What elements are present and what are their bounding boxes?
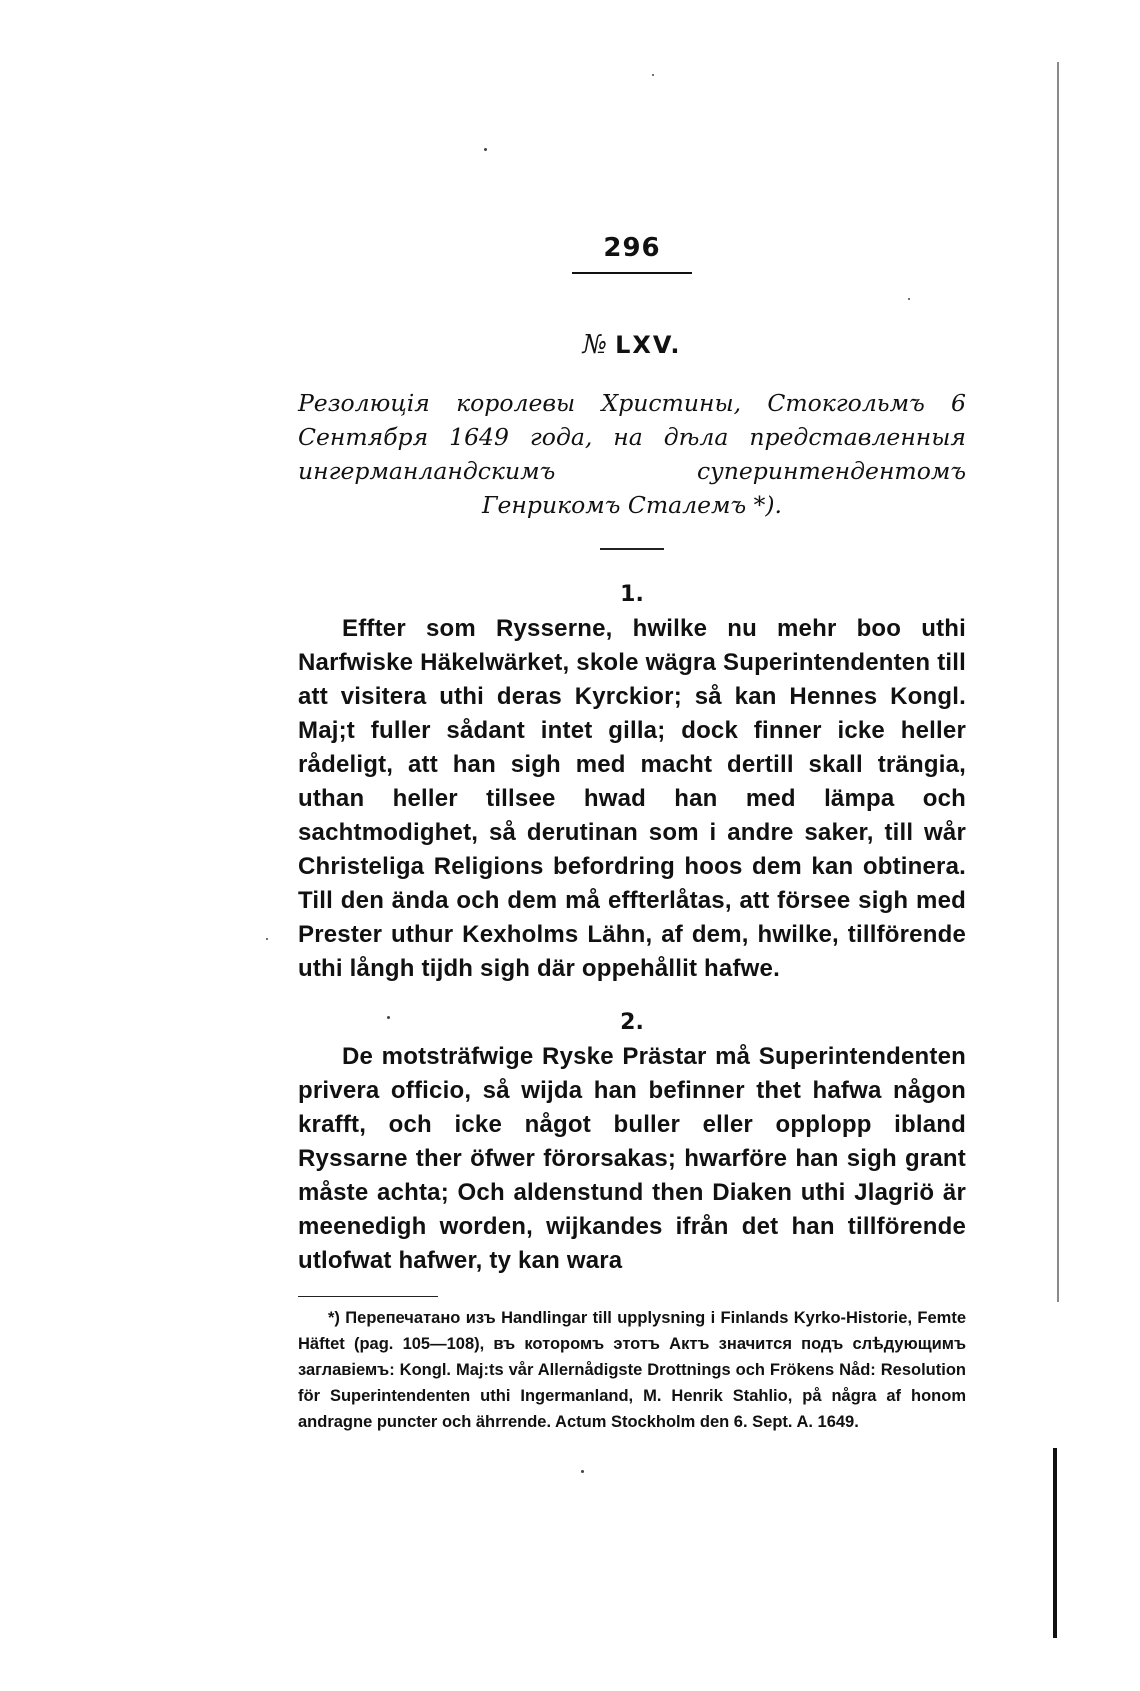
document-roman-numeral: LXV. <box>615 331 682 359</box>
section-number: 1. <box>620 581 644 607</box>
section-paragraph: De motsträfwige Ryske Prästar må Superintendenten privera officio, så wijda han befinner thet hafwa någon krafft, och icke något buller eller opplopp ibland Ryssarne ther öfwer förorsakas; hwarföre han sigh grant måste achta; Och aldenstund then Diaken uthi Jlagriö är meenedigh worden, wijkandes ifrån det han tillförende utlofwat hafwer, ty kan wara <box>298 1042 966 1274</box>
section-paragraph: Effter som Rysserne, hwilke nu mehr boo uthi Narfwiske Häkelwärket, skole wägra Superintendenten till att visitera uthi deras Kyrckior; så kan Hennes Kongl. Maj;t fuller sådant intet gilla; dock finner icke heller rådeligt, att han sigh med macht dertill skall trängia, uthan heller tillsee hwad han med lämpa och sachtmodighet, så derutinan som i andre saker, till wår Christeliga Religions befordring hoos dem kan obtinera. Till den ända och dem må effterlåtas, att försee sigh med Prester uthur Kexholms Lähn, af dem, hwilke, tillförende uthi långh tijdh sigh där oppehållit hafwe. <box>298 614 966 982</box>
page-edge-line <box>1057 62 1059 1302</box>
page-edge-mark <box>1053 1448 1057 1638</box>
print-speck <box>652 74 654 76</box>
number-sign: № <box>582 330 608 360</box>
document-title: Резолюція королевы Христины, Стокгольмъ 6 Сентября 1649 года, на дѣла представленныя ингерманландскимъ суперинтендентомъ Генрикомъ Сталемъ *). <box>298 389 966 519</box>
document-number <box>298 326 966 364</box>
title-divider <box>600 548 664 550</box>
page-number: 296 <box>603 233 661 263</box>
print-speck <box>484 148 487 151</box>
print-speck <box>266 938 268 940</box>
page-number-rule <box>572 272 692 274</box>
footnote-rule <box>298 1296 438 1297</box>
section-number: 2. <box>620 1009 644 1035</box>
print-speck <box>581 1470 584 1473</box>
text-column <box>298 228 966 1435</box>
footnote: *) Перепечатано изъ Handlingar till upplysning i Finlands Kyrko-Historie, Femte Häftet (pag. 105—108), въ которомъ этотъ Актъ значится подъ слѣдующимъ заглавіемъ: Kongl. Maj:ts vår Allernådigste Drottnings och Frökens Nåd: Resolution för Superintendenten uthi Ingermanland, M. Henrik Stahlio, på några af honom andragne puncter och ährrende. Actum Stockholm den 6. Sept. A. 1649. <box>298 1308 966 1431</box>
